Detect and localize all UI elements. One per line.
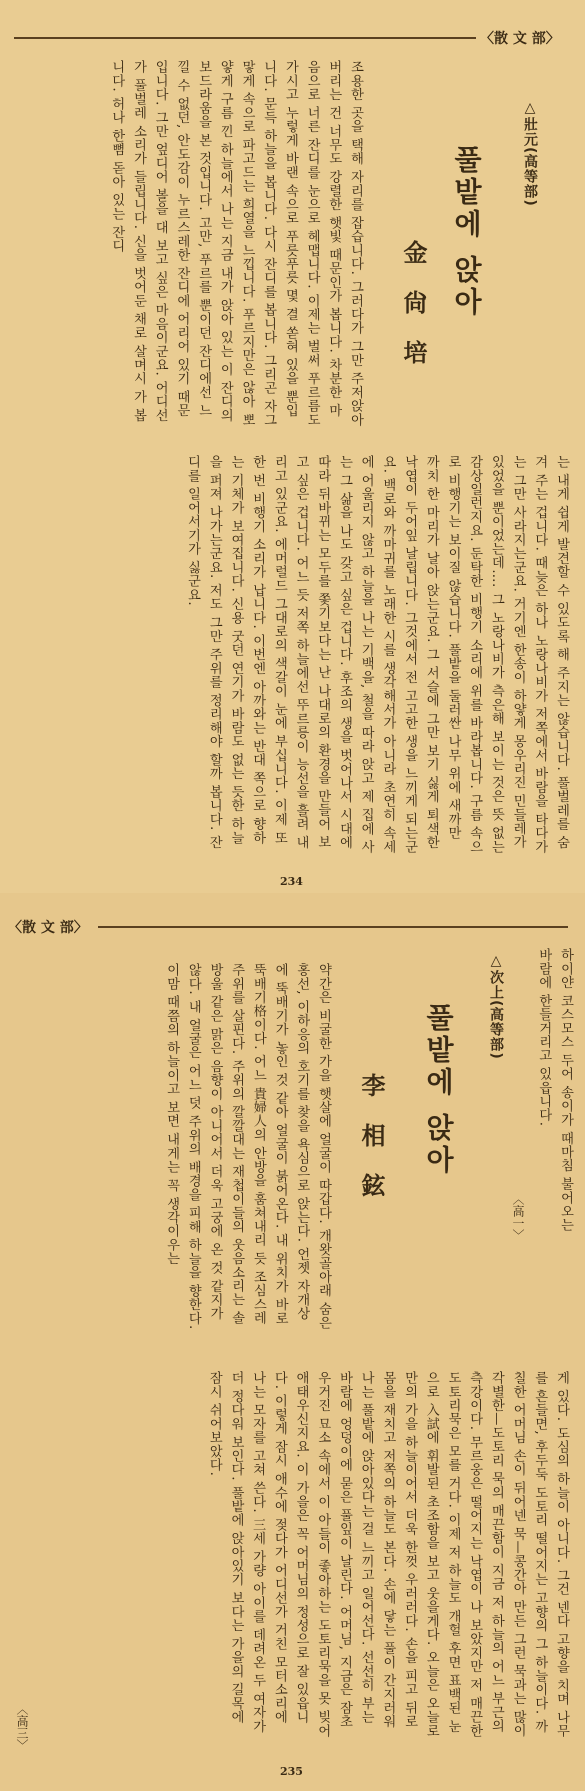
essay-text-continued: 게 있다. 도심의 하늘이 아니다. 그건 넨다 고향을 치며 나무를 흔들면, 후두둑 도토리 떨어지는 고향의 그 하늘이다. 까칠한 어머님 손이 뒤어넨 묵—콩간아 만든 그런 묵과는 많이 각별한—도토리 묵의 매끈함이 지금 저 하늘의 어느 부근의 측강이다. 무르웅은 떨어지는 낙엽이 나 보았지만 저 매끈한 도토리묵은 모를 거다. 이제 저 하늘도 개헐 후면 표백된 눈으로 入試에 휘발된 초조함을 보고 웃을게다. 오늘은 오늘로만의 가을 하늘이어서 더욱 한껏 우러러다. 손을 피고 뒤로 몸을 재치고 저쪽의 하늘도 본다. 손에 닿는 풀이 간지러워 나는 풀밭에 앉아있다는 걸 느끼고 일어선다. 선선히 부는 바람에 엉덩이에 묻은 풀잎이 날린다. 어머님, 지금은 잠초 우거진 묘소 속에서 이 아들이 좋아하는 도토리묵을 못 빚어 애태우신지요. 이 가을은 꼭 어머님의 정성으로 잘 있읍니다. 이렇게 잠시 애수에 젖다가 어디선가 거친 모터소리에 나는 모자를 고쳐 쓴다. 三세 가량 아이를 데려온 두 여자가 더 정다워 보인다. 풀밭에 앉아있기 보다는 가을의 길목에 잠시 쉬어보았다.	[206, 1371, 569, 1738]
author-name: 李相鉉	[357, 1073, 385, 1223]
header-rule	[14, 37, 476, 39]
author-name: 金尙培	[399, 240, 427, 390]
essay-body-right	[24, 963, 334, 1333]
header-rule	[98, 926, 568, 928]
byline	[486, 953, 506, 1060]
triangle-icon: △	[488, 953, 504, 970]
award-label: 次上(高等部)	[488, 970, 504, 1060]
essay-title: 풀밭에 앉아	[422, 1003, 455, 1177]
grade-tag: 〈高一〉	[511, 1193, 525, 1241]
page-number: 235	[280, 1765, 303, 1778]
section-label: 〈散 文 部〉	[480, 31, 560, 47]
essay-title: 풀밭에 앉아	[450, 145, 483, 319]
page-235	[0, 893, 585, 1791]
essay-body-left	[22, 455, 572, 855]
page-number: 234	[280, 875, 303, 888]
essay-text-continued: 는 내게 쉽게 발견할 수 있도록 해 주지는 않습니다. 풀벌레를 숨겨 주는 겁니다. 때늦은 하나 노랑나비가 저쪽에서 바람을 타다가는 그만 사라지는군요. 거기엔 한송이 하얗게 몽우리진 민들레가 있었을 뿐이었는데…. 그 노랑나비가 측은해 보이는 것은 뜻 없는 감상일런지요. 둔탁한 비행기 소리에 위를 바라봅니다. 구름 속으로 비행기는 보이질 않습니다. 풀밭을 둘러싼 나무 위에 새까만 까치 한 마리가 날아 앉는군요. 그 서슬에 그만 보기 싫게 퇴색한 낙엽이 두어잎 날립니다. 그것에서 전 고고한 생을 느끼게 되는군요. 백로와 까마귀를 노래한 시를 생각해서가 아니라 초연히 속세에 어울리지 않고 하늘을 나는 기백을, 철을 따라 앉고 제 집에 사는 그 삶을 나도 갖고 싶은 겁니다. 후조의 생을 벗어나서 시대에 따라 뒤바뀌는 모두를 쫓기보다는 난 나대로의 환경을 만들어 보고 싶은 겁니다. 어느 듯 저쪽 하늘에선 뚜르릉이 능선을 흘려 내리고 있군요. 에머럴드 그대로의 색갈이 눈에 부십니다. 이제 또 한 번 비행기 소리가 납니다. 이번엔 아까와는 반대 쪽으로 향하는 기체가 보여집니다. 신용 굿던 연기가 바람도 없는 듯한 하늘을 퍼져 나가는군요. 저도 그만 주위를 정리해야 할까 봅니다. 잔디를 일어서기가 싫군요.	[185, 455, 569, 854]
previous-essay-text: 하이얀 코스모스 두어 송이가 때마침 불어오는 바람에 한들거리고 있읍니다.	[536, 948, 573, 1232]
essay-body-right	[26, 60, 366, 430]
page-234	[0, 0, 585, 893]
section-label: 〈散 文 部〉	[8, 920, 88, 936]
award-label: 壯元(高等部)	[522, 117, 538, 207]
triangle-icon: △	[522, 100, 538, 117]
byline	[520, 100, 540, 207]
essay-text: 약간은 비굴한 가을 햇살에 얼굴이 따갑다. 개왓골아래 숨은 홍선, 이하응의 호기를 찾을 욕심으로 앉는다. 언젯 자개상에 뚝배기가 놓인 것 같아 얼굴이 붉어온다. 내 위치가 바로 뚝배기格이다. 어느 貴婦人의 안방을 훔쳐내리 듯 조심스레 주위를 살핀다. 주위의 깔깔대는 재첩이들의 웃음소리는 솔방울 같은 맑은 음향이 아니어서 더욱 고궁에 온 것 같지가 않다. 내 얼굴은 어느 덧 주위의 배경을 피해 하늘을 향한다. 이맘 때쯤의 하늘이고 보면 내게는 꼭 생각이우는	[164, 963, 331, 1330]
previous-essay-ending	[526, 948, 576, 1243]
essay-body-left	[22, 1371, 572, 1741]
essay-text: 조용한 곳을 택해 자리를 잡습니다. 그러다가 그만 주저앉아 버리는 건 너무도 강렬한 햇빛 때문인가 봅니다. 차분한 마음으로 너른 잔디를 눈으로 헤맵니다. 이제는 벌써 푸르름도 가시고 누렇게 바랜 속으로 푸릇푸릇 몇 결 쏟혀 있을 뿐입니다. 문득 하늘을 봅니다. 다시 잔디를 봅니다. 그리곤 자그맣게 속으로 파고드는 희열을 느낍니다. 푸르지만은 않아 뽀얗게 구름 낀 하늘에서 나는 지금 내가 앉아 있는 이 잔디의 보드라움을 본 것입니다. 고만, 푸르를 뿐이던 잔디에선 느낄 수 없던, 안도감이 누르스레한 잔디에 어리어 있기 때문입니다. 그만 엎디어 볼을 대 보고 싶은 마음이군요. 어디선가 풀벌레 소리가 들립니다. 신을 벗어둔 채로 살며시 가 봅니다. 허나 한뼘 돋아 있는 잔디	[109, 60, 363, 427]
grade-tag: 〈高三〉	[15, 1703, 29, 1751]
